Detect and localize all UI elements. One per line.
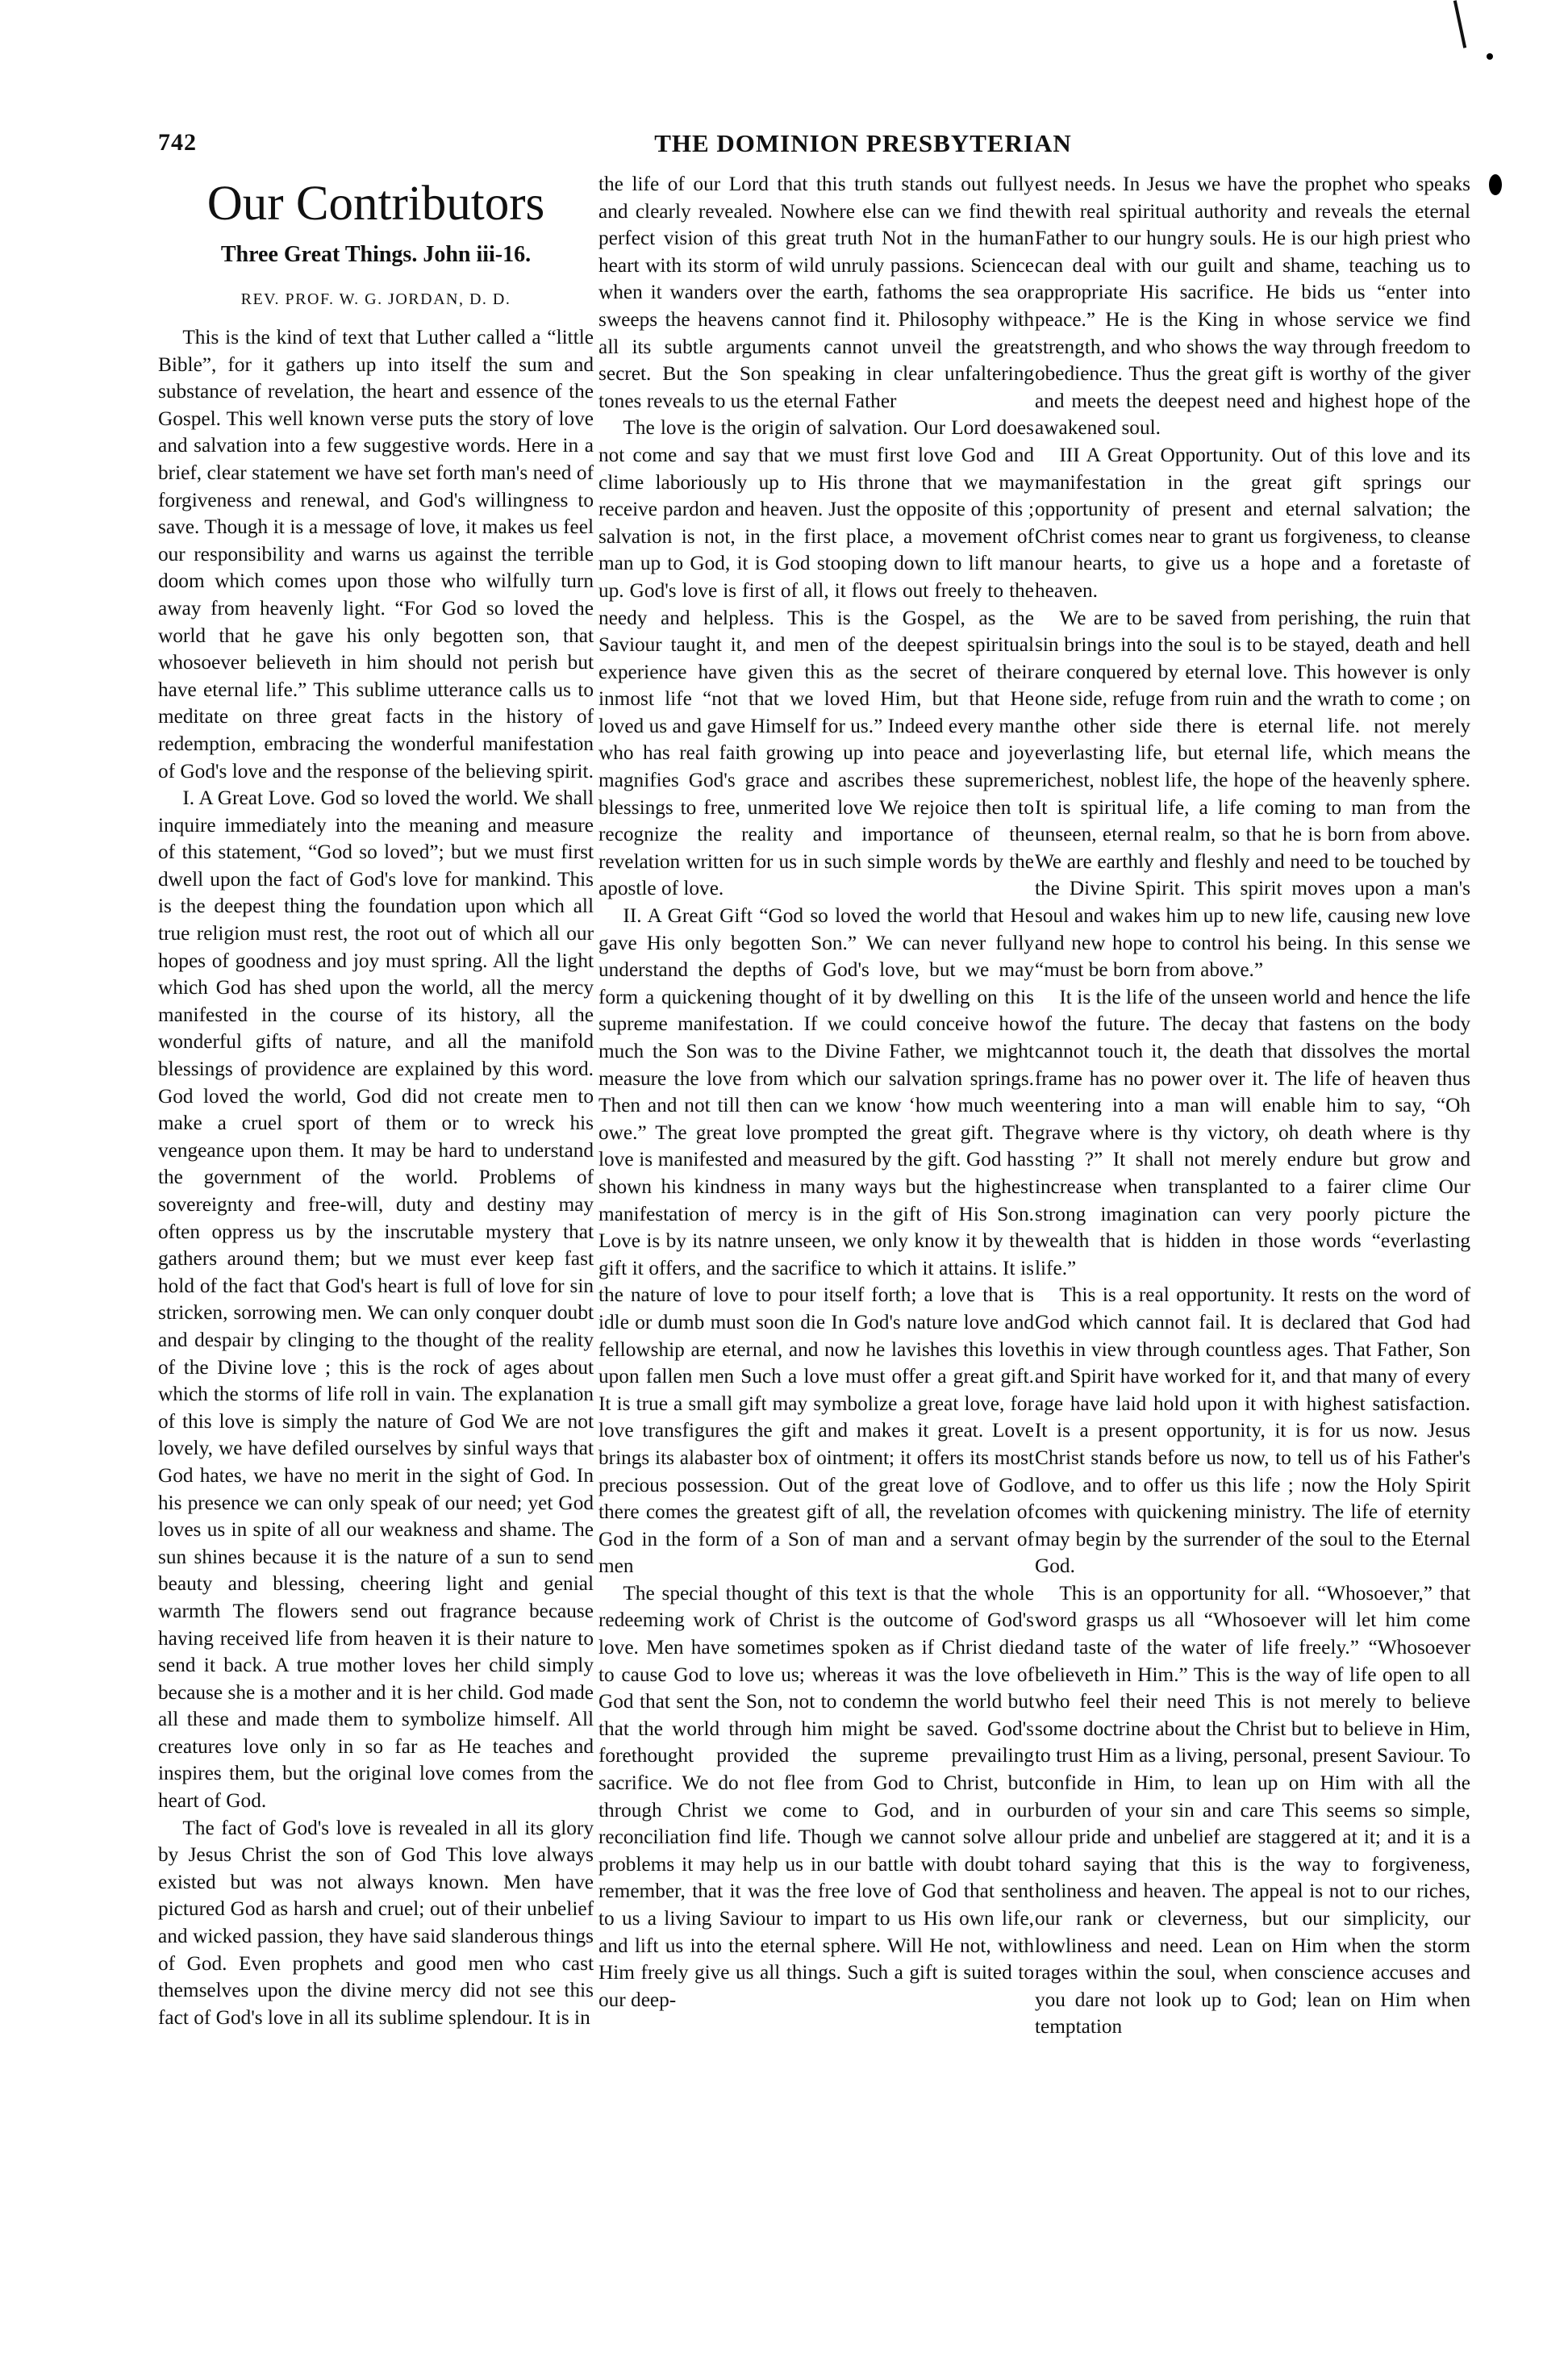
paragraph: We are to be saved from perishing, the ruin that sin brings into the soul is to be stayed, death and hell are conquered by eternal love. This however is only one side, refuge from ruin and the wrath to come ; on the other side there is eternal life. not merely everlasting life, but eternal life, which means the richest, noblest life, the hope of the heavenly sphere. It is spiritual life, a life coming to man from the unseen, eternal realm, so that he is born from above. We are earthly and fleshly and need to be touched by the Divine Spirit. This spirit moves upon a man's soul and wakes him up to new life, causing new love and new hope to control his being. In this sense we “must be born from above.” — [1035, 606, 1470, 982]
running-head: THE DOMINION PRESBYTERIAN — [654, 129, 1072, 157]
paragraph: the life of our Lord that this truth stands out fully and clearly revealed. Nowhere else can we find the perfect vision of this great truth Not in the human heart with its storm of wild unruly passions. Science when it wanders over the earth, fathoms the sea or sweeps the heavens cannot find it. Philosophy with all its subtle arguments cannot unveil the great secret. But the Son speaking in clear unfaltering tones reveals to us the eternal Father — [598, 173, 1034, 412]
scan-edge-mark — [1453, 0, 1466, 48]
paragraph: The love is the origin of salvation. Our Lord does not come and say that we must first love God and clime laboriously up to His throne that we may receive pardon and heaven. Just the opposite of this ; salvation is not, in the first place, a movement of man up to God, it is God stooping down to lift man up. God's love is first of all, it flows out freely to the needy and helpless. This is the Gospel, as the Saviour taught it, and men of the deepest spiritual experience have given this as the secret of their inmost life “not that we loved Him, but that He loved us and gave Himself for us.” Indeed every man who has real faith growing up into peace and joy magnifies God's grace and ascribes these supreme blessings to free, unmerited love We rejoice then to recognize the reality and importance of the revelation written for us in such simple words by the apostle of love. — [598, 416, 1034, 900]
paragraph: This is an opportunity for all. “Whosoever,” that word grasps us all “Whosoever will let him come and taste of the water of life freely.” “Whosoever believeth in Him.” This is the way of life open to all who feel their need This is not merely to believe some doctrine about the Christ but to believe in Him, to trust Him as a living, personal, present Saviour. To confide in Him, to lean up on Him with all the burden of your sin and care This seems so simple, our pride and unbelief are staggered at it; and it is a hard saying that this is the way to forgiveness, holiness and heaven. The appeal is not to our riches, our rank or cleverness, but our simplicity, our lowliness and need. Lean on Him when the storm rages within the soul, when conscience accuses and you dare not look up to God; lean on Him when temptation — [1035, 1581, 1470, 2039]
paragraph: est needs. In Jesus we have the prophet who speaks with real spiritual authority and reveals the eternal Father to our hungry souls. He is our high priest who can deal with our guilt and shame, teaching us to appropriate His sacrifice. He bids us “enter into peace.” He is the King in whose service we find strength, and who shows the way through freedom to obedience. Thus the great gift is worthy of the giver and meets the deepest need and highest hope of the awakened soul. — [1035, 173, 1470, 440]
column-1 — [158, 174, 594, 2336]
scan-ink-dot — [1487, 53, 1493, 60]
paragraph: II. A Great Gift “God so loved the world that He gave His only begotten Son.” We can never fully understand the depths of God's love, but we may form a quickening thought of it by dwelling on this supreme manifestation. If we could conceive how much the Son was to the Divine Father, we might measure the love from which our salvation springs. Then and not till then can we know ‘how much we owe.” The great love prompted the great gift. The love is manifested and measured by the gift. God has shown his kindness in many ways but the highest manifestation of mercy is in the gift of His Son. Love is by its natnre unseen, we only know it by the gift it offers, and the sacrifice to which it attains. It is the nature of love to pour itself forth; a love that is idle or dumb must soon die In God's nature love and fellowship are eternal, and now he lavishes this love upon fallen men Such a love must offer a great gift. It is true a small gift may symbolize a great love, for love transfigures the gift and makes it great. Love brings its alabaster box of ointment; it offers its most precious possession. Out of the great love of God there comes the greatest gift of all, the revelation of God in the form of a Son of man and a servant of men — [598, 904, 1034, 1578]
paragraph: This is the kind of text that Luther called a “little Bible”, for it gathers up into itself the sum and substance of revelation, the heart and essence of the Gospel. This well known verse puts the story of love and salvation into a few suggestive words. Here in a brief, clear statement we have set forth man's need of forgiveness and renewal, and God's willingness to save. Though it is a message of love, it makes us feel our responsibility and warns us against the terrible doom which comes upon those who wilfully turn away from heavenly light. “For God so loved the world that he gave his only begotten son, that whosoever believeth in him should not perish but have eternal life.” This sublime utterance calls us to meditate on three great facts in the history of redemption, embracing the wonderful manifestation of God's love and the response of the believing spirit. — [158, 326, 594, 782]
article-title: Three Great Things. John iii-16. — [220, 242, 532, 267]
paragraph: The fact of God's love is revealed in all its glory by Jesus Christ the son of God This love always existed but was not always known. Men have pictured God as harsh and cruel; out of their unbelief and wicked passion, they have said slanderous things of God. Even prophets and good men who cast themselves upon the divine mercy did not see this fact of God's love in all its sublime splendour. It is in — [158, 1816, 594, 2029]
paragraph: III A Great Opportunity. Out of this love and its manifestation in the great gift springs our opportunity of present and eternal salvation; the Christ comes near to grant us forgiveness, to cleanse our hearts, to give us a hope and a foretaste of heaven. — [1035, 443, 1470, 602]
byline: REV. PROF. W. G. JORDAN, D. D. — [240, 290, 511, 308]
section-title: Our Contributors — [206, 177, 545, 231]
column-2 — [598, 171, 1034, 2333]
page-number: 742 — [158, 129, 197, 156]
paragraph: The special thought of this text is that the whole redeeming work of Christ is the outcome of God's love. Men have sometimes spoken as if Christ died to cause God to love us; whereas it was the love of God that sent the Son, not to condemn the world but that the world through him might be saved. God's forethought provided the supreme prevailing sacrifice. We do not flee from God to Christ, but through Christ we come to God, and in our reconciliation find life. Though we cannot solve all problems it may help us in our battle with doubt to remember, that it was the free love of God that sent to us a living Saviour to impart to us His own life, and lift us into the eternal sphere. Will He not, with Him freely give us all things. Such a gift is suited to our deep- — [598, 1581, 1034, 2011]
paragraph: It is the life of the unseen world and hence the life of the future. The decay that fastens on the body cannot touch it, the death that dissolves the mortal frame has no power over it. The life of heaven thus entering into a man will enable him to say, “Oh grave where is thy victory, oh death where is thy sting ?” It shall not merely endure but grow and increase when transplanted to a fairer clime Our strong imagination can very poorly picture the wealth that is hidden in those words “everlasting life.” — [1035, 985, 1470, 1279]
paragraph: This is a real opportunity. It rests on the word of God which cannot fail. It is declared that God had this in view through countless ages. That Father, Son and Spirit have worked for it, and that many of every age have laid hold upon it with highest satisfaction. It is a present opportunity, it is for us now. Jesus Christ stands before us now, to tell us of his Father's love, and to offer us this life ; now the Holy Spirit comes with quickening ministry. The life of eternity may begin by the surrender of the soul to the Eternal God. — [1035, 1283, 1470, 1578]
scan-ink-dot — [1489, 174, 1502, 195]
column-3 — [1035, 171, 1470, 2333]
paragraph: I. A Great Love. God so loved the world. We shall inquire immediately into the meaning and measure of this statement, “God so loved”; but we must first dwell upon the fact of God's love for mankind. This is the deepest thing the foundation upon which all true religion must rest, the root out of which all our hopes of goodness and joy must spring. All the light which God has shed upon the world, all the mercy manifested in the course of its history, all the wonderful gifts of nature, and all the manifold blessings of providence are explained by this word. God loved the world, God did not create men to make a cruel sport of them or to wreck his vengeance upon them. It may be hard to understand the government of the world. Problems of sovereignty and free-will, duty and destiny may often oppress us by the inscrutable mystery that gathers around them; but we must ever keep fast hold of the fact that God's heart is full of love for sin stricken, sorrowing men. We can only conquer doubt and despair by clinging to the thought of the reality of the Divine love ; this is the rock of ages about which the storms of life roll in vain. The explanation of this love is simply the nature of God We are not lovely, we have defiled ourselves by sinful ways that God hates, we have no merit in the sight of God. In his presence we can only speak of our need; yet God loves us in spite of all our weakness and shame. The sun shines because it is the nature of a sun to send beauty and blessing, cheering light and genial warmth The flowers send out fragrance because having received life from heaven it is their nature to send it back. A true mother loves her child simply because she is a mother and it is her child. God made all these and made them to symbolize himself. All creatures love only in so far as He teaches and inspires them, but the original love comes from the heart of God. — [158, 787, 594, 1813]
